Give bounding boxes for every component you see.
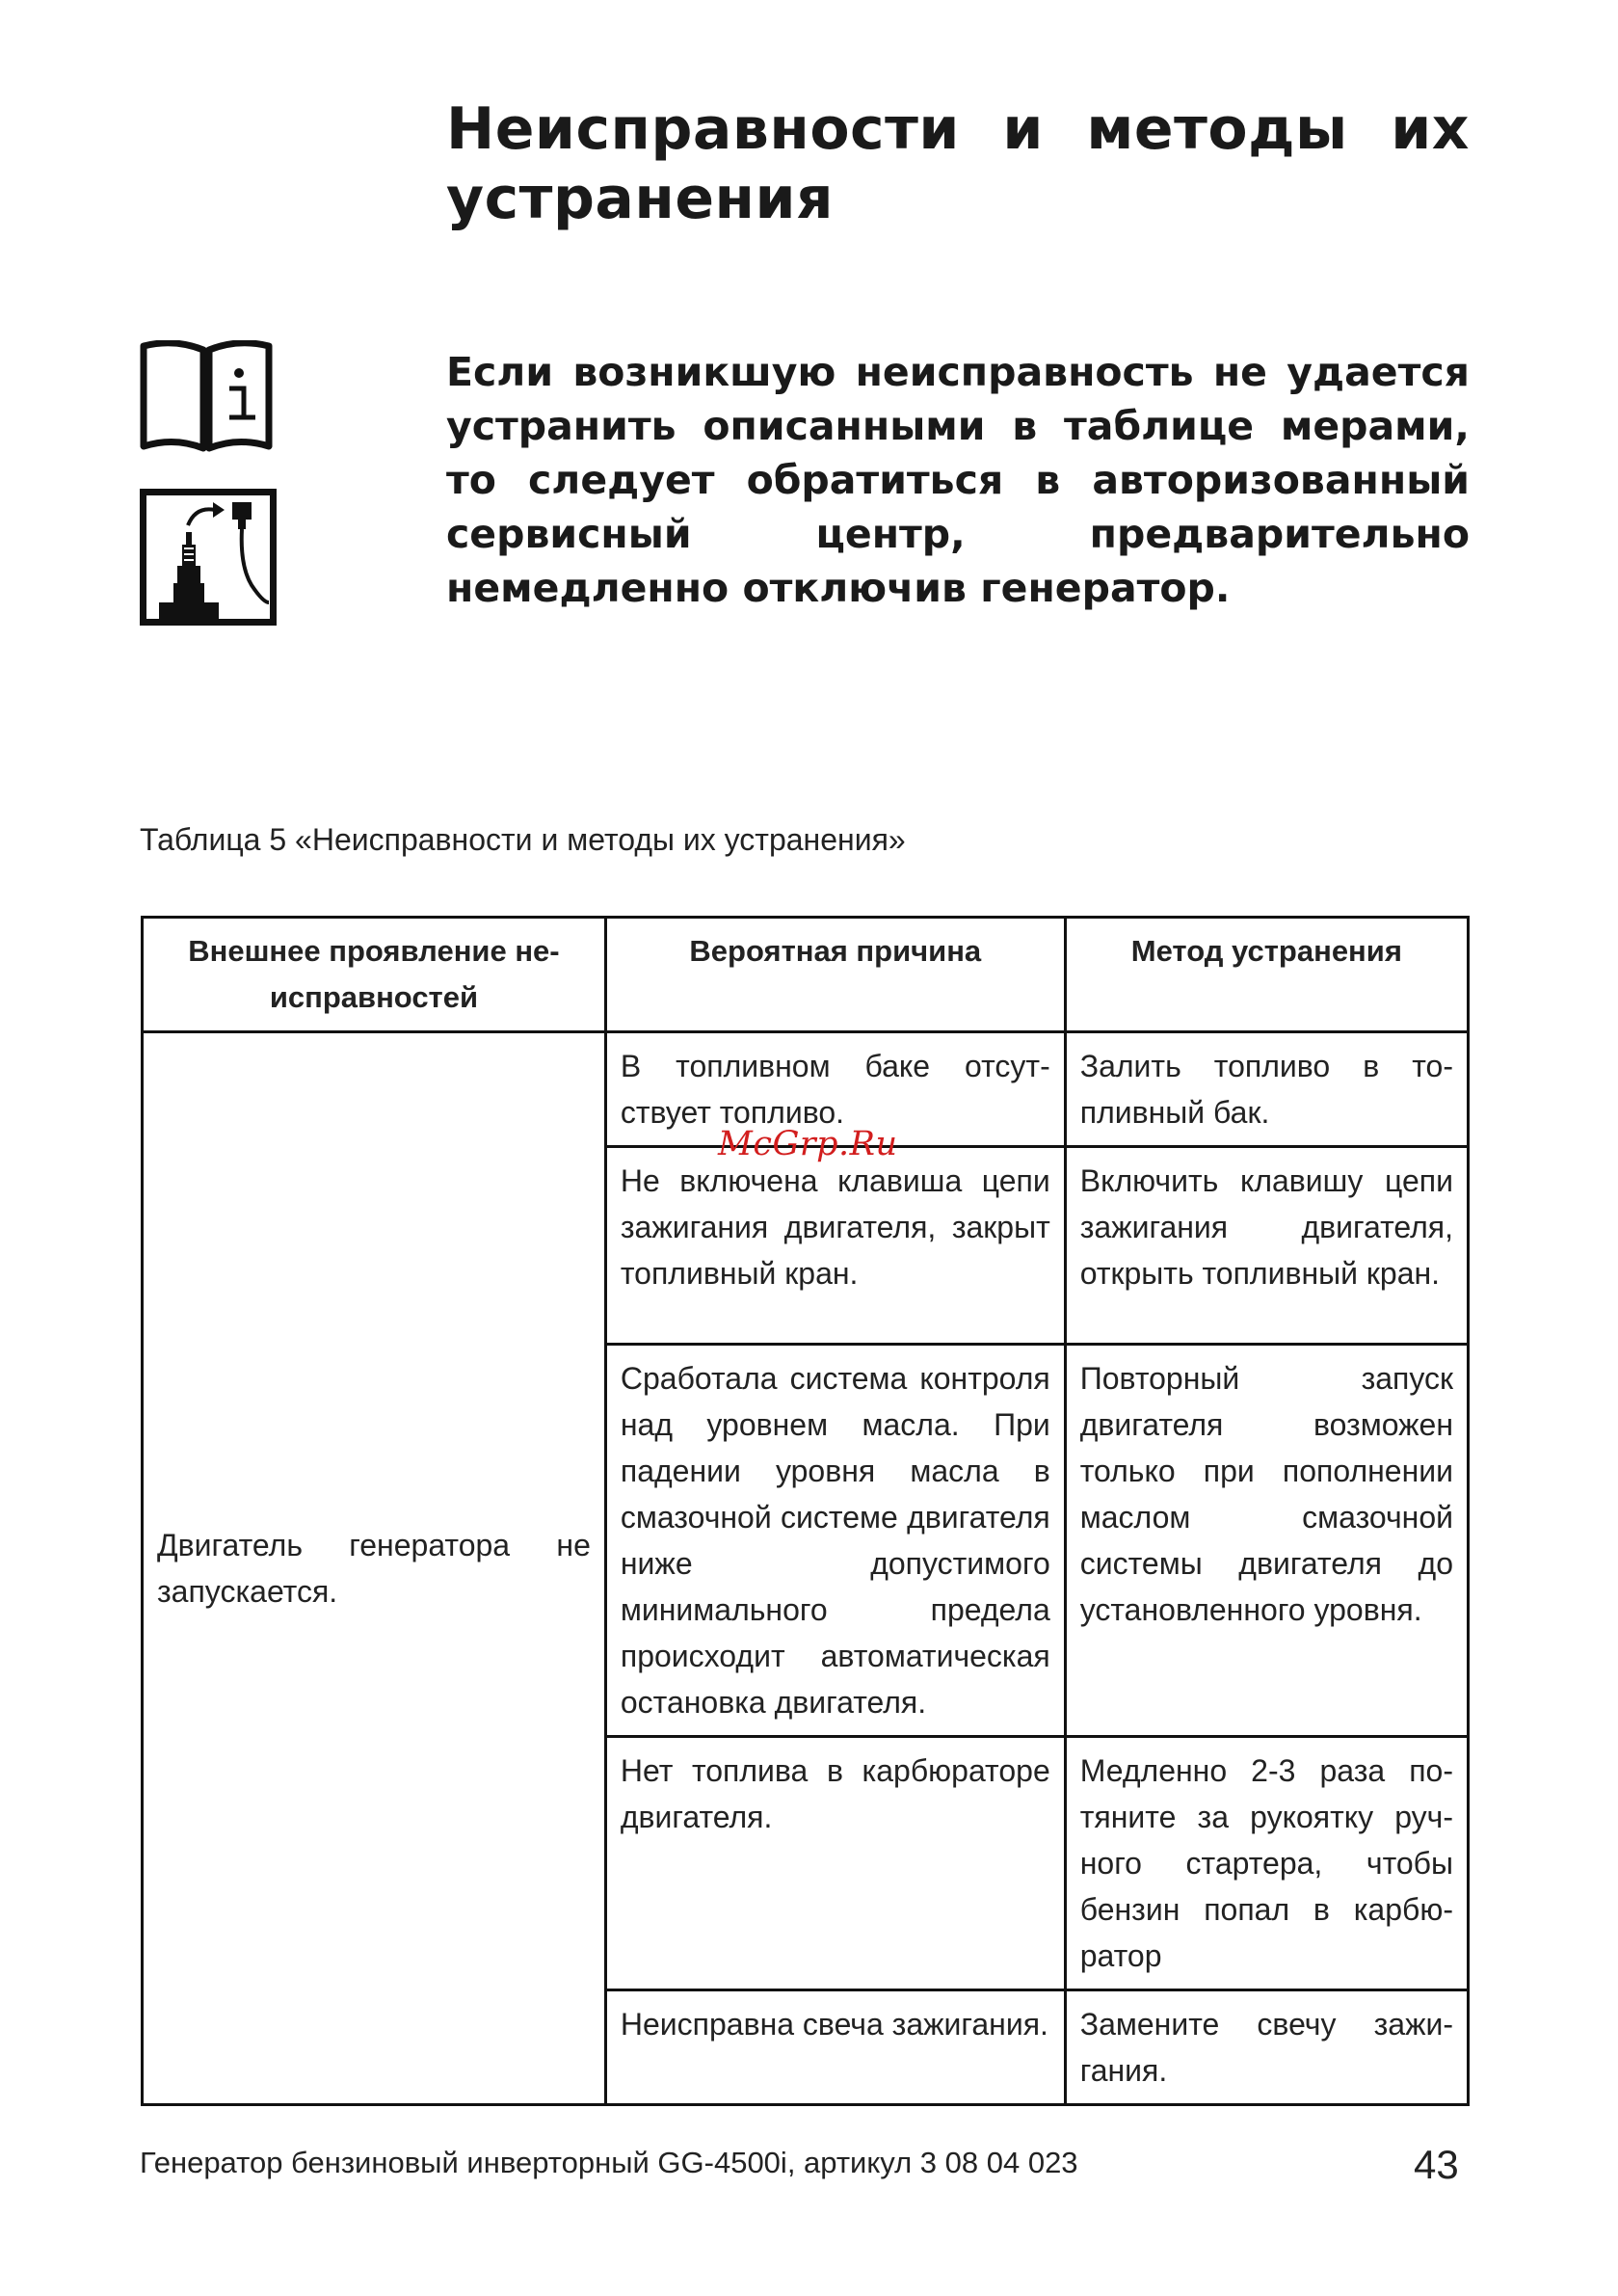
page-number: 43 [1414,2142,1459,2187]
watermark: McGrp.Ru [718,1125,898,1163]
header-fix: Метод устранения [1065,918,1468,1032]
symptom-cell: Двигатель генератора не запускается. [143,1032,606,2105]
fix-cell: Включить клавишу цепи зажигания двигателя, открыть топливный кран. [1065,1147,1468,1345]
fix-cell: Медленно 2-3 раза потяните за рукоятку ручного стартера, чтобы бензин попал в карбюратор [1065,1737,1468,1990]
fix-cell: Замените свечу зажигания. [1065,1990,1468,2105]
cause-cell: Не включена клавиша цепи зажигания двигателя, закрыт топливный кран. [605,1147,1065,1345]
table-header-row [143,918,1469,1032]
troubleshooting-table [141,916,1470,2106]
page-title: Неисправности и методы их устранения [446,95,1470,232]
fix-cell: Повторный запуск двигателя возможен только при пополнении маслом смазочной системы двигателя до установленного уровня. [1065,1345,1468,1737]
cause-cell: Нет топлива в карбюраторе двигателя. [605,1737,1065,1990]
fix-cell: Залить топливо в топливный бак. [1065,1032,1468,1147]
spark-plug-service-icon [140,489,277,626]
info-manual-icon [140,340,273,454]
service-notice: Если возникшую неисправность не удается устранить описанными в таблице мерами, то следует обратиться в авторизованный сервисный центр, предварительно немедленно отключив генератор. [446,349,1470,611]
warning-icons [140,340,279,626]
table-caption: Таблица 5 «Неисправности и методы их устранения» [140,822,906,857]
header-cause: Вероятная причина [605,918,1065,1032]
cause-cell: Сработала система контроля над уровнем масла. При падении уровня масла в смазочной системе двигателя ниже допустимого минимального предела происходит автоматическая остановка двигателя. [605,1345,1065,1737]
header-symptom: Внешнее проявление неисправностей [143,918,606,1032]
cause-cell: В топливном баке отсутствует топливо. [605,1032,1065,1147]
footer-product: Генератор бензиновый инверторный GG-4500i, артикул 3 08 04 023 [140,2146,1078,2179]
cause-cell: Неисправна свеча зажигания. [605,1990,1065,2105]
